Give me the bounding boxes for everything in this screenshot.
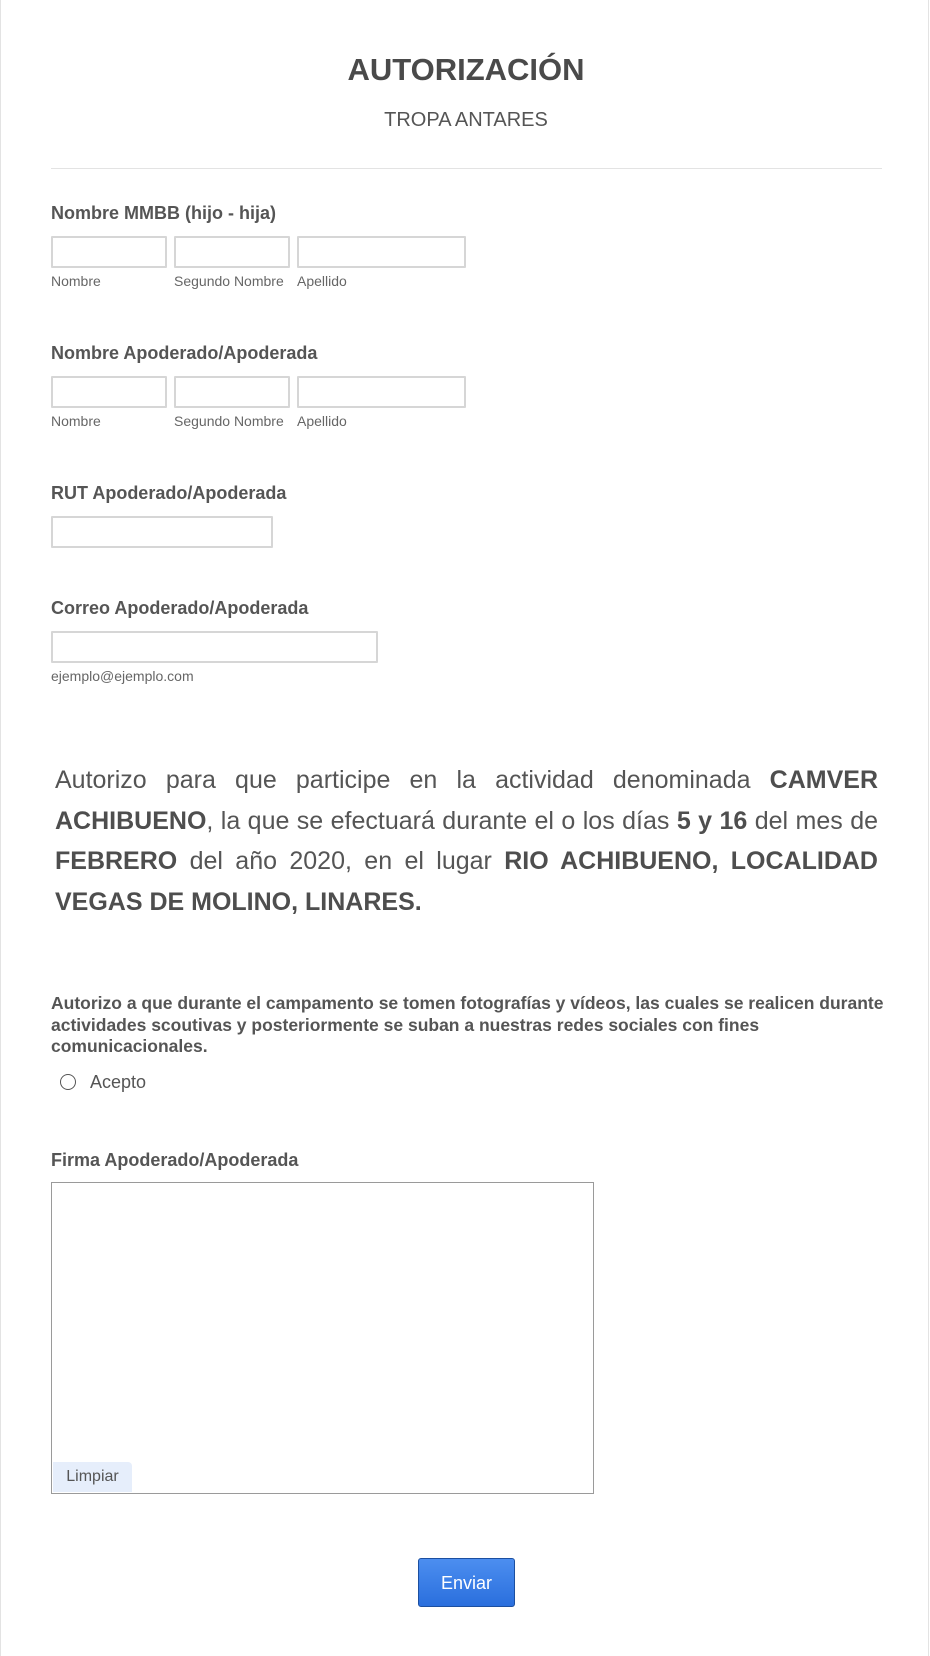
mmbb-first-name-sublabel: Nombre <box>51 273 101 289</box>
acepto-radio[interactable] <box>60 1074 76 1090</box>
activity-name: CAMVER ACHIBUENO <box>55 766 878 835</box>
photo-consent-question: Autorizo a que durante el campamento se tomen fotografías y vídeos, las cuales se realicen durante actividades scoutivas y posteriormente se suban a nuestras redes sociales con fines comunicacionales. <box>51 993 884 1056</box>
nombre-apoderado-label: Nombre Apoderado/Apoderada <box>51 343 318 363</box>
activity-month: FEBRERO <box>55 847 178 875</box>
nombre-mmbb-label: Nombre MMBB (hijo - hija) <box>51 203 276 223</box>
acepto-label: Acepto <box>90 1071 147 1092</box>
signature-pad[interactable] <box>51 1182 594 1494</box>
form-title: AUTORIZACIÓN <box>347 52 585 87</box>
apoderado-last-name-sublabel: Apellido <box>297 413 347 429</box>
form-subtitle: TROPA ANTARES <box>384 109 548 131</box>
acepto-option[interactable] <box>60 1070 146 1094</box>
apoderado-first-name-input[interactable] <box>51 376 167 408</box>
email-sublabel: ejemplo@ejemplo.com <box>51 668 194 684</box>
signature-label: Firma Apoderado/Apoderada <box>51 1150 299 1170</box>
submit-button[interactable]: Enviar <box>418 1558 515 1607</box>
correo-label: Correo Apoderado/Apoderada <box>51 598 309 618</box>
authorization-text-part4: del año 2020, en el lugar <box>177 847 505 875</box>
authorization-text-part2: , la que se efectuará durante el o los días <box>206 806 677 835</box>
authorization-text-part3: del mes de <box>747 806 878 835</box>
apoderado-middle-name-input[interactable] <box>174 376 290 408</box>
clear-signature-button[interactable]: Limpiar <box>53 1462 132 1492</box>
mmbb-last-name-input[interactable] <box>297 236 466 268</box>
apoderado-middle-name-sublabel: Segundo Nombre <box>174 413 284 429</box>
mmbb-first-name-input[interactable] <box>51 236 167 268</box>
mmbb-last-name-sublabel: Apellido <box>297 273 347 289</box>
header-divider <box>51 168 882 169</box>
authorization-text <box>55 760 878 922</box>
apoderado-first-name-sublabel: Nombre <box>51 413 101 429</box>
rut-label: RUT Apoderado/Apoderada <box>51 483 287 503</box>
activity-days: 5 y 16 <box>676 806 748 835</box>
mmbb-middle-name-sublabel: Segundo Nombre <box>174 273 284 289</box>
authorization-text-part1: Autorizo para que participe en la actividad denominada <box>55 766 770 794</box>
activity-place: RIO ACHIBUENO, LOCALIDAD VEGAS DE MOLINO, LINARES. <box>55 847 878 916</box>
email-input[interactable] <box>51 631 378 663</box>
rut-input[interactable] <box>51 516 273 548</box>
apoderado-last-name-input[interactable] <box>297 376 466 408</box>
mmbb-middle-name-input[interactable] <box>174 236 290 268</box>
